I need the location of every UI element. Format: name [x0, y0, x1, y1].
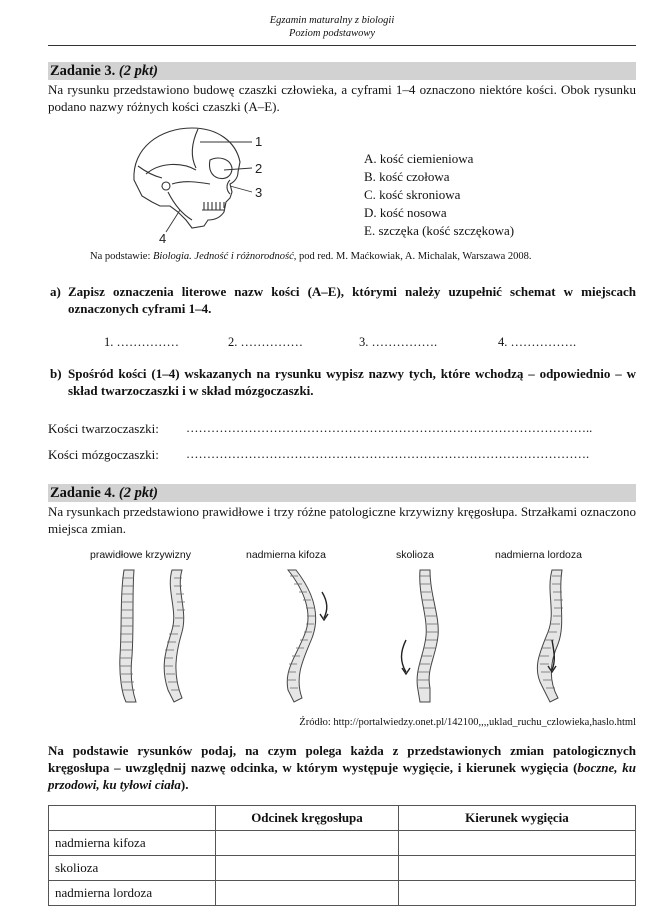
- exam-level: Poziom podstawowy: [288, 28, 376, 39]
- cranial-bones-label: Kości mózgoczaszki:: [48, 447, 159, 462]
- task4-intro: Na rysunkach przedstawiono prawidłowe i trzy różne patologiczne krzywizny kręgosłupa. Strzałkami oznaczono miejsca zmian.: [48, 504, 636, 536]
- table-header-row: [49, 806, 636, 831]
- skull-figure: [126, 122, 276, 248]
- row-label-lordosis: nadmierna lordoza: [49, 881, 216, 906]
- table-row: [49, 881, 636, 906]
- facial-bones-label: Kości twarzoczaszki:: [48, 421, 159, 436]
- scoliosis-segment-cell[interactable]: [216, 856, 399, 881]
- spine-lordosis-figure: [512, 566, 592, 706]
- part-b-letter: b): [50, 366, 62, 381]
- answer-blank-1[interactable]: 1. ……………: [104, 335, 179, 349]
- spine-kyphosis-figure: [258, 566, 338, 706]
- task3-intro: Na rysunku przedstawiono budowę czaszki człowieka, a cyframi 1–4 oznaczono niektóre kości. Obok rysunku podano nazwy różnych kości czaszki (A–E).: [48, 82, 636, 114]
- skull-label-3: 3: [255, 185, 263, 200]
- spine-title-normal: prawidłowe krzywizny: [90, 549, 191, 561]
- skull-label-1: 1: [255, 134, 263, 149]
- bone-option-c: C. kość skroniowa: [364, 187, 461, 202]
- task4-source: Źródło: http://portalwiedzy.onet.pl/142100,,,,uklad_ruchu_czlowieka,haslo.html: [299, 717, 636, 728]
- lordosis-direction-cell[interactable]: [399, 881, 636, 906]
- table-header-segment: Odcinek kręgosłupa: [216, 806, 399, 831]
- answer-blank-4[interactable]: 4. …………….: [498, 335, 577, 349]
- table-row: [49, 831, 636, 856]
- part-b-question: Spośród kości (1–4) wskazanych na rysunku wypisz nazwy tych, które wchodzą – odpowiednio – w skład twarzoczaszki i w skład mózgoczaszki.: [68, 366, 636, 398]
- answer-table: [48, 805, 636, 906]
- bone-option-d: D. kość nosowa: [364, 205, 447, 220]
- exam-title: Egzamin maturalny z biologii: [269, 15, 395, 26]
- header-divider: [48, 45, 636, 46]
- task4-points: (2 pkt): [118, 485, 158, 501]
- task3-title-bar: [48, 62, 636, 80]
- task3-source: Na podstawie: Biologia. Jedność i różnorodność, pod red. M. Maćkowiak, A. Michalak, Warszawa 2008.: [90, 251, 532, 262]
- cranial-bones-answer[interactable]: …………………………………………………………………………………….: [186, 447, 590, 461]
- answer-blank-2[interactable]: 2. ……………: [228, 335, 303, 349]
- scoliosis-direction-cell[interactable]: [399, 856, 636, 881]
- spine-normal-figure: [90, 566, 210, 706]
- row-label-scoliosis: skolioza: [49, 856, 216, 881]
- task3-title: Zadanie 3.: [50, 63, 116, 79]
- table-header-empty: [49, 806, 216, 831]
- task3-points: (2 pkt): [118, 63, 158, 79]
- bone-option-e: E. szczęka (kość szczękowa): [364, 223, 515, 238]
- task4-question: Na podstawie rysunków podaj, na czym polega każda z przedstawionych zmian patologicznych kręgosłupa – uwzględnij nazwę odcinka, w którym występuje wygięcie, i kierunek wygięcia (boczne, ku przodowi, ku tyłowi ciała).: [48, 743, 637, 792]
- kyphosis-segment-cell[interactable]: [216, 831, 399, 856]
- bone-option-a: A. kość ciemieniowa: [364, 151, 474, 166]
- part-a-question: Zapisz oznaczenia literowe nazw kości (A–E), którymi należy uzupełnić schemat w miejscach oznaczonych cyframi 1–4.: [68, 284, 636, 316]
- table-header-direction: Kierunek wygięcia: [399, 806, 636, 831]
- spine-scoliosis-figure: [384, 566, 464, 706]
- skull-label-2: 2: [255, 161, 263, 176]
- row-label-kyphosis: nadmierna kifoza: [49, 831, 216, 856]
- kyphosis-direction-cell[interactable]: [399, 831, 636, 856]
- task4-title-bar: [48, 484, 636, 502]
- facial-bones-answer[interactable]: ……………………………………………………………………………………..: [186, 421, 593, 435]
- table-row: [49, 856, 636, 881]
- lordosis-segment-cell[interactable]: [216, 881, 399, 906]
- spine-title-lordosis: nadmierna lordoza: [495, 549, 582, 561]
- task4-title: Zadanie 4.: [50, 485, 116, 501]
- bone-option-b: B. kość czołowa: [364, 169, 450, 184]
- skull-label-4: 4: [159, 231, 167, 246]
- spine-title-scoliosis: skolioza: [396, 549, 434, 561]
- answer-blank-3[interactable]: 3. …………….: [359, 335, 438, 349]
- part-a-letter: a): [50, 284, 61, 299]
- spine-title-kyphosis: nadmierna kifoza: [246, 549, 326, 561]
